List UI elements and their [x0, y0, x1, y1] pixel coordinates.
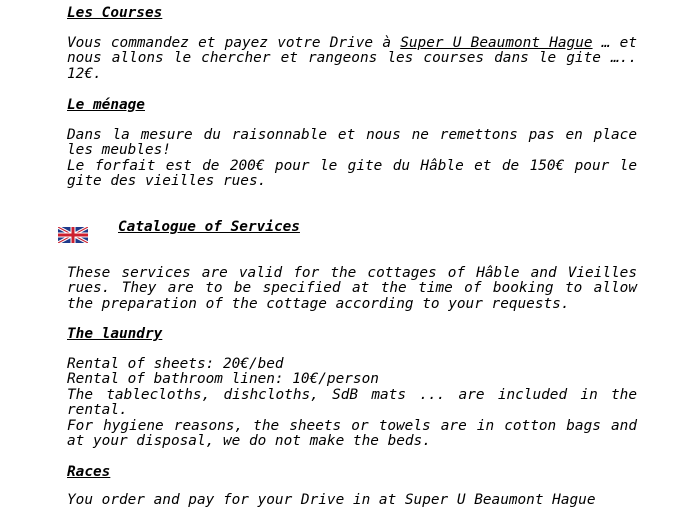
races-paragraph — [67, 493, 637, 508]
menage-line1: Dans la mesure du raisonnable et nous ne remettons pas en place les meubles! — [67, 127, 637, 159]
laundry-hygiene: For hygiene reasons, the sheets or towels are in cotton bags and at your disposal, we do not make the beds. — [67, 417, 637, 450]
catalogue-heading-wrap — [118, 219, 300, 235]
courses-text-before: Vous commandez et payez votre Drive à — [67, 35, 401, 51]
menage-paragraph — [67, 128, 637, 190]
uk-flag-icon — [58, 227, 88, 243]
laundry-sheets: Rental of sheets: 20€/bed — [67, 356, 284, 372]
super-u-link[interactable]: Super U Beaumont Hague — [400, 35, 593, 51]
courses-text-after: … et nous allons le chercher et rangeons les courses dans le gite ….. 12€. — [67, 35, 638, 82]
intro-text: These services are valid for the cottages of Hâble and Vieilles rues. They are to be specified at the time of booking to allow the preparation of the cottage according to your requests. — [67, 265, 637, 312]
races-partial-line: You order and pay for your Drive in at Super U Beaumont Hague — [67, 493, 596, 508]
section-courses — [67, 5, 637, 21]
menage-heading: Le ménage — [67, 97, 145, 113]
menage-line2: Le forfait est de 200€ pour le gite du Hâble et de 150€ pour le gite des vieilles rues. — [67, 157, 637, 190]
races-heading: Races — [67, 464, 111, 480]
laundry-included: The tablecloths, dishcloths, SdB mats ... are included in the rental. — [67, 386, 637, 419]
laundry-linen: Rental of bathroom linen: 10€/person — [67, 371, 379, 388]
section-laundry — [67, 326, 637, 342]
courses-paragraph — [67, 36, 637, 82]
laundry-heading: The laundry — [67, 326, 163, 342]
section-menage — [67, 97, 637, 113]
courses-heading: Les Courses — [67, 5, 163, 21]
catalogue-heading: Catalogue of Services — [118, 219, 300, 235]
intro-paragraph — [67, 266, 637, 312]
section-races — [67, 464, 637, 480]
laundry-paragraph — [67, 357, 637, 449]
